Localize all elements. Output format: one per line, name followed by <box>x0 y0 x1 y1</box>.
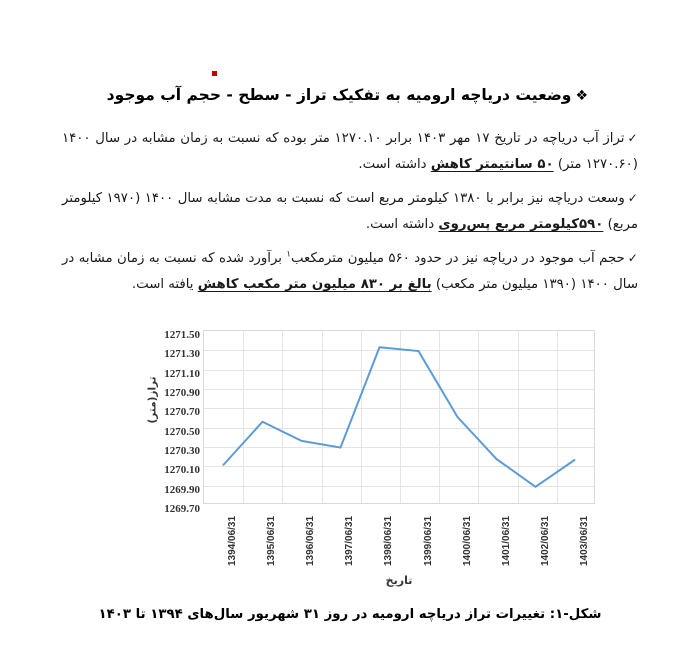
chart-y-tick-label: 1270.30 <box>164 445 200 457</box>
checkmark-bullet-icon: ✓ <box>627 131 638 145</box>
chart-x-tick-label: 1403/06/31 <box>579 515 591 566</box>
chart-figure <box>0 312 700 602</box>
chart-y-tick-label: 1270.70 <box>164 406 200 419</box>
paragraph-text: حجم آب موجود در دریاچه نیز در حدود ۵۶۰ میلیون مترمکعب <box>290 251 625 266</box>
paragraph-text: برآورد شده که نسبت به زمان مشابه در سال ۱۴۰۰ (۱۳۹۰ میلیون متر مکعب) <box>62 251 638 292</box>
chart-y-tick-label: 1271.10 <box>164 367 200 380</box>
chart-x-tick-label: 1401/06/31 <box>501 515 512 566</box>
paragraph-text: یافته است. <box>131 276 198 292</box>
paragraph-text: داشته است. <box>365 216 439 232</box>
paragraph-text: داشته است. <box>358 156 431 172</box>
chart-x-tick-label: 1394/06/31 <box>226 515 238 566</box>
paragraph-emphasis: ۵۹۰کیلومتر مربع پس‌روی <box>438 216 604 232</box>
chart-y-axis-ticks <box>148 324 200 515</box>
paragraph-text: تراز آب دریاچه در تاریخ ۱۷ مهر ۱۴۰۳ برابر ۱۲۷۰.۱۰ متر بوده که نسبت به زمان مشابه در سال ۱۴۰۰ (۱۲۷۰.۶۰ متر) <box>62 131 638 172</box>
chart-x-tick-label: 1399/06/31 <box>422 515 434 566</box>
paragraph-lake-area <box>62 186 638 238</box>
chart-x-tick-label: 1397/06/31 <box>344 515 356 566</box>
chart-y-tick-label: 1271.50 <box>164 329 200 341</box>
chart-x-tick-label: 1402/06/31 <box>540 515 552 566</box>
paragraph-water-level <box>62 126 638 178</box>
chart-line-series <box>204 331 594 503</box>
chart-x-tick-label: 1395/06/31 <box>265 515 277 566</box>
chart-y-axis-title: تراز(متر) <box>146 376 159 424</box>
paragraph-emphasis: بالغ بر ۸۳۰ میلیون متر مکعب کاهش <box>197 276 432 292</box>
chart-plot-area <box>203 330 595 504</box>
chart-x-axis-title: تاریخ <box>385 574 413 587</box>
chart-x-tick-label: 1396/06/31 <box>305 515 316 566</box>
page-title <box>106 84 588 107</box>
checkmark-bullet-icon: ✓ <box>627 251 638 265</box>
paragraph-text: وسعت دریاچه نیز برابر با ۱۳۸۰ کیلومتر مربع است که نسبت به مدت مشابه سال ۱۴۰۰ (۱۹۷۰ کیلومتر مربع) <box>62 191 638 232</box>
paragraph-water-volume <box>62 246 638 298</box>
red-square-marker-icon <box>212 71 217 76</box>
chart-y-tick-label: 1271.30 <box>164 348 200 361</box>
footnote-ref: ۱ <box>286 249 291 260</box>
chart-y-tick-label: 1270.90 <box>164 387 200 399</box>
paragraph-emphasis: ۵۰ سانتیمتر کاهش <box>430 156 554 172</box>
checkmark-bullet-icon: ✓ <box>627 191 639 205</box>
chart-y-tick-label: 1269.70 <box>164 503 200 515</box>
chart-x-axis-ticks <box>203 508 595 574</box>
chart-x-tick-label: 1398/06/31 <box>383 515 395 566</box>
page-title-text: وضعیت دریاچه ارومیه به تفکیک تراز - سطح - حجم آب موجود <box>106 86 572 104</box>
figure-caption: شکل-۱: تغییرات تراز دریاچه ارومیه در روز ۳۱ شهریور سال‌های ۱۳۹۴ تا ۱۴۰۳ <box>98 607 602 622</box>
chart-y-tick-label: 1270.10 <box>164 464 200 477</box>
chart-y-tick-label: 1270.50 <box>164 425 200 438</box>
diamond-bullet-icon: ❖ <box>575 88 588 104</box>
chart-y-tick-label: 1269.90 <box>164 483 200 496</box>
chart-x-tick-label: 1400/06/31 <box>461 515 473 566</box>
